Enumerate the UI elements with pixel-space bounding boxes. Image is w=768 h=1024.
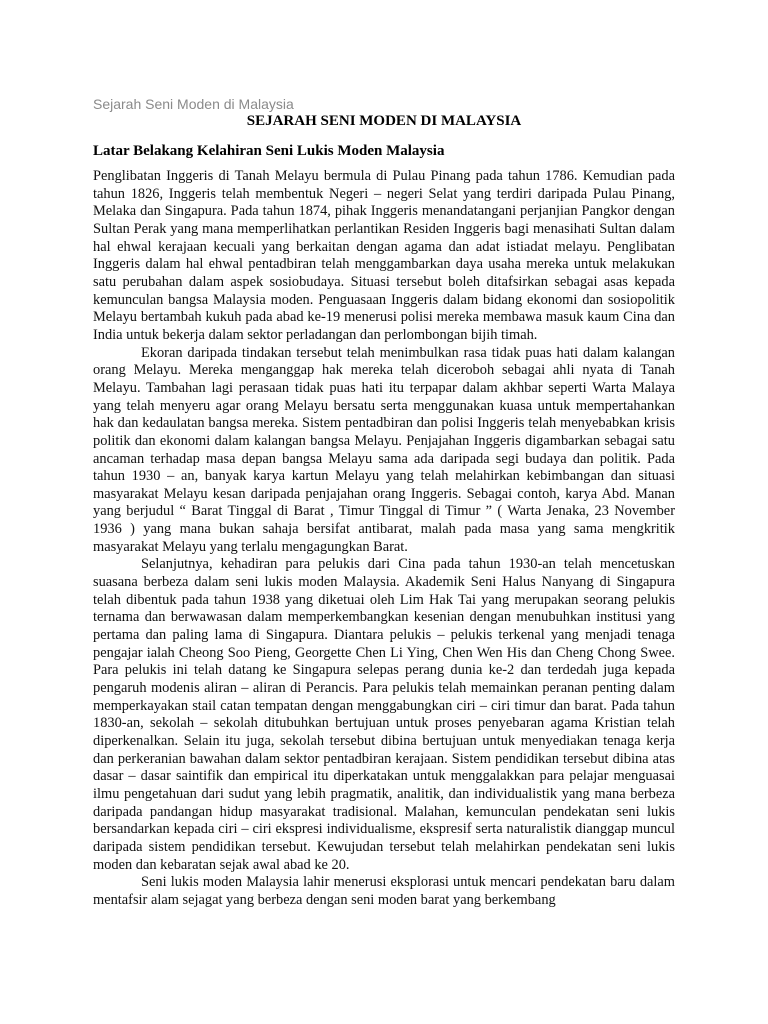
paragraph-1: Penglibatan Inggeris di Tanah Melayu bermula di Pulau Pinang pada tahun 1786. Kemudian pada tahun 1826, Inggeris telah membentuk Negeri – negeri Selat yang terdiri daripada Pulau Pinang, Melaka dan Singapura. Pada tahun 1874, pihak Inggeris menandatangani perjanjian Pangkor dengan Sultan Perak yang mana memperlihatkan perlantikan Residen Inggeris bagi menasihati Sultan dalam hal ehwal kerajaan kecuali yang berkaitan dengan agama dan adat istiadat melayu. Penglibatan Inggeris dalam hal ehwal pentadbiran telah menggambarkan daya usaha mereka untuk melakukan satu perubahan dalam aspek sosiobudaya. Situasi tersebut boleh ditafsirkan sebagai asas kepada kemunculan bangsa Malaysia moden. Penguasaan Inggeris dalam bidang ekonomi dan sosiopolitik Melayu bertambah kukuh pada abad ke-19 menerusi polisi mereka membawa masuk kaum Cina dan India untuk bekerja dalam sektor perladangan dan perlombongan bijih timah. <box>93 168 675 343</box>
paragraph-2: Ekoran daripada tindakan tersebut telah menimbulkan rasa tidak puas hati dalam kalangan orang Melayu. Mereka menganggap hak mereka telah diceroboh sebagai ahli nyata di Tanah Melayu. Tambahan lagi perasaan tidak puas hati itu terpapar dalam akhbar seperti Warta Malaya yang telah menyeru agar orang Melayu bersatu serta menggunakan kuasa untuk mempertahankan hak dan kedaulatan bangsa mereka. Sistem pentadbiran dan polisi Inggeris telah menyebabkan krisis politik dan ekonomi dalam kalangan bangsa Melayu. Penjajahan Inggeris digambarkan sebagai satu ancaman terhadap masa depan bangsa Melayu sama ada daripada segi budaya dan politik. Pada tahun 1930 – an, banyak karya kartun Melayu yang telah melahirkan kebimbangan dan situasi masyarakat Melayu kesan daripada penjajahan orang Inggeris. Sebagai contoh, karya Abd. Manan yang berjudul “ Barat Tinggal di Barat , Timur Tinggal di Timur ” ( Warta Jenaka, 23 November 1936 ) yang mana bukan sahaja bersifat antibarat, malah pada masa yang sama mengkritik masyarakat Melayu yang terlalu mengagungkan Barat. <box>93 344 675 555</box>
body-text <box>93 168 675 910</box>
section-heading: Latar Belakang Kelahiran Seni Lukis Moden Malaysia <box>93 143 445 159</box>
paragraph-4: Seni lukis moden Malaysia lahir menerusi eksplorasi untuk mencari pendekatan baru dalam mentafsir alam sejagat yang berbeza dengan seni moden barat yang berkembang <box>93 874 675 908</box>
paragraph-3: Selanjutnya, kehadiran para pelukis dari Cina pada tahun 1930-an telah mencetuskan suasana berbeza dalam seni lukis moden Malaysia. Akademik Seni Halus Nanyang di Singapura telah dibentuk pada tahun 1938 yang diketuai oleh Lim Hak Tai yang merupakan seorang pelukis ternama dan berwawasan dalam memperkembangkan kesenian dengan menubuhkan institusi yang pertama dan paling lama di Singapura. Diantara pelukis – pelukis terkenal yang menjadi tenaga pengajar ialah Cheong Soo Pieng, Georgette Chen Li Ying, Chen Wen His dan Cheng Chong Swee. Para pelukis ini telah datang ke Singapura selepas perang dunia ke-2 dan terdedah juga kepada pengaruh modenis aliran – aliran di Perancis. Para pelukis telah memainkan peranan penting dalam memperkayakan stail catan tempatan dengan menggabungkan ciri – ciri timur dan barat. Pada tahun 1830-an, sekolah – sekolah ditubuhkan bertujuan untuk proses penyebaran agama Kristian telah diperkenalkan. Selain itu juga, sekolah tersebut dibina bertujuan untuk menyediakan tenaga kerja dan perkeranian bawahan dalam sektor pentadbiran kerajaan. Sistem pendidikan tersebut dibina atas dasar – dasar saintifik dan empirical itu diperkatakan untuk menggalakkan para pelajar menguasai ilmu pengetahuan dari sudut yang lebih pragmatik, analitik, dan individualistik yang mana berbeza daripada pandangan hidup masyarakat tradisional. Malahan, kemunculan pendekatan seni lukis bersandarkan kepada ciri – ciri ekspresi individualisme, ekspresif serta naturalistik dianggap muncul daripada sistem pendidikan tersebut. Kewujudan tersebut telah melahirkan pendekatan seni lukis moden dan kebaratan sejak awal abad ke 20. <box>93 556 675 873</box>
page-title: SEJARAH SENI MODEN DI MALAYSIA <box>246 113 522 129</box>
running-header: Sejarah Seni Moden di Malaysia <box>93 96 294 112</box>
